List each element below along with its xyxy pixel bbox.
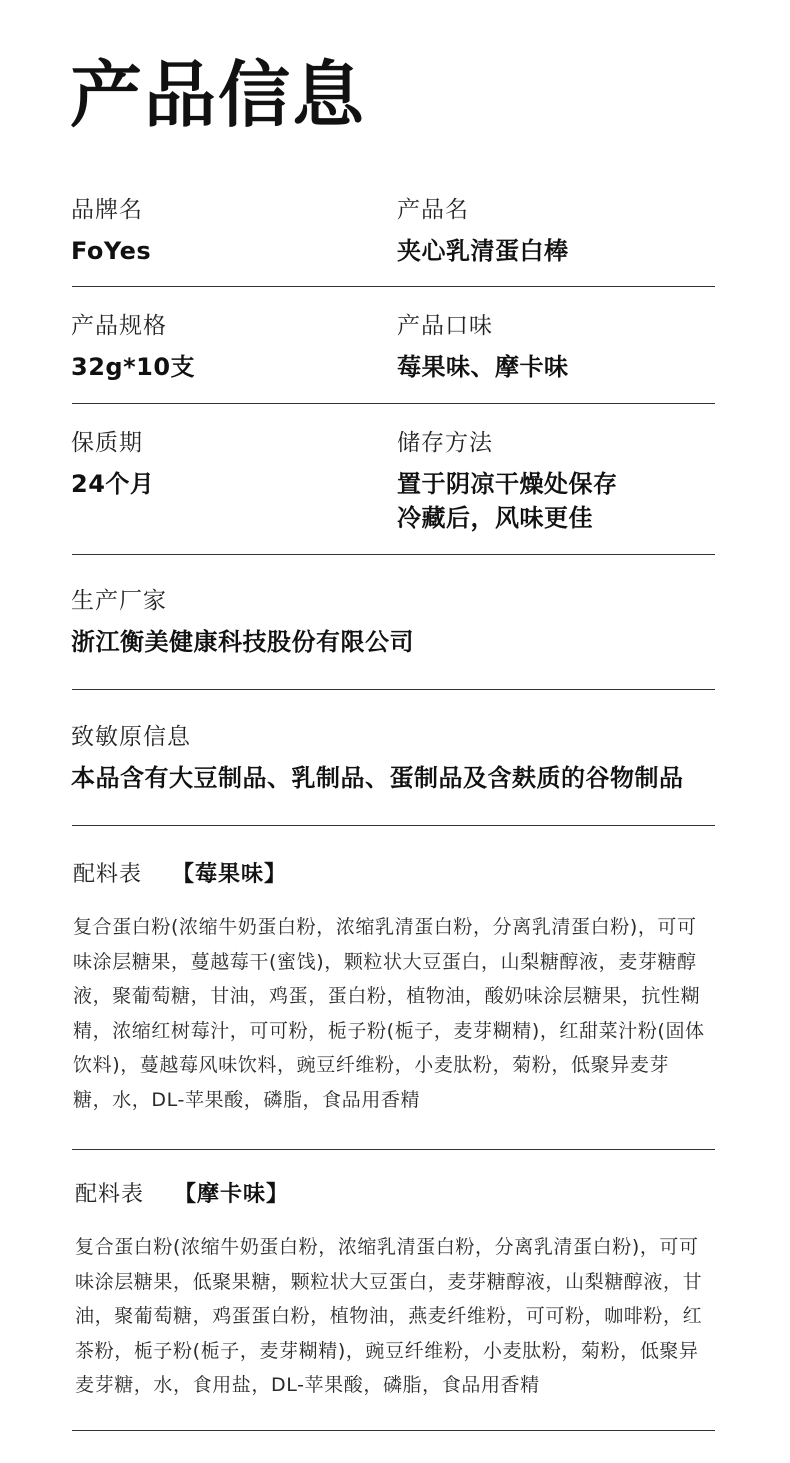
brand-label: 品牌名 (71, 197, 143, 223)
ingredients-header-berry (73, 860, 287, 890)
ingredients-list-berry (73, 910, 718, 1118)
spec-value: 32g*10支 (71, 353, 196, 381)
ingredients-list-mocha (75, 1230, 720, 1403)
ingredients-line: 液，聚葡萄糖，甘油，鸡蛋，蛋白粉，植物油，酸奶味涂层糖果，抗性糊 (73, 985, 701, 1008)
ingredients-line: 麦芽糖，水，食用盐，DL-苹果酸，磷脂，食品用香精 (75, 1374, 540, 1397)
flavor-tag: 【莓果味】 (172, 862, 288, 887)
shelf-life-value: 24个月 (71, 470, 155, 498)
divider (72, 825, 715, 826)
ingredients-header-mocha (75, 1180, 289, 1210)
ingredients-line: 味涂层糖果，蔓越莓干(蜜饯)，颗粒状大豆蛋白，山梨糖醇液，麦芽糖醇 (73, 950, 697, 973)
manufacturer-label: 生产厂家 (71, 588, 167, 614)
ingredients-label: 配料表 (75, 1182, 145, 1207)
ingredients-line: 糖，水，DL-苹果酸，磷脂，食品用香精 (73, 1088, 421, 1111)
allergen-label: 致敏原信息 (71, 724, 191, 750)
product-name-value: 夹心乳清蛋白棒 (397, 237, 569, 265)
divider (72, 286, 715, 287)
brand-value: FoYes (71, 237, 152, 265)
storage-line-1: 置于阴凉干燥处保存 (397, 470, 618, 498)
product-name-label: 产品名 (397, 197, 469, 223)
ingredients-line: 茶粉，栀子粉(栀子，麦芽糊精)，豌豆纤维粉，小麦肽粉，菊粉，低聚异 (75, 1339, 699, 1362)
divider (72, 1430, 715, 1431)
flavor-tag: 【摩卡味】 (174, 1182, 290, 1207)
divider (72, 554, 715, 555)
storage-label: 储存方法 (397, 430, 493, 456)
manufacturer-value: 浙江衡美健康科技股份有限公司 (71, 628, 414, 656)
ingredients-label: 配料表 (73, 862, 143, 887)
ingredients-line: 精，浓缩红树莓汁，可可粉，栀子粉(栀子，麦芽糊精)，红甜菜汁粉(固体 (73, 1019, 705, 1042)
flavor-label: 产品口味 (397, 313, 493, 339)
ingredients-line: 复合蛋白粉(浓缩牛奶蛋白粉，浓缩乳清蛋白粉，分离乳清蛋白粉)，可可 (75, 1236, 699, 1258)
storage-line-2: 冷藏后，风味更佳 (397, 504, 593, 532)
allergen-value: 本品含有大豆制品、乳制品、蛋制品及含麸质的谷物制品 (71, 764, 684, 792)
shelf-life-label: 保质期 (71, 430, 143, 456)
page-title: 产品信息 (70, 53, 367, 137)
flavor-value: 莓果味、摩卡味 (397, 353, 569, 381)
ingredients-line: 油，聚葡萄糖，鸡蛋蛋白粉，植物油，燕麦纤维粉，可可粉，咖啡粉，红 (75, 1305, 703, 1328)
ingredients-line: 复合蛋白粉(浓缩牛奶蛋白粉，浓缩乳清蛋白粉，分离乳清蛋白粉)，可可 (73, 916, 697, 938)
divider (72, 689, 715, 690)
ingredients-line: 饮料)，蔓越莓风味饮料，豌豆纤维粉，小麦肽粉，菊粉，低聚异麦芽 (73, 1054, 670, 1077)
ingredients-line: 味涂层糖果，低聚果糖，颗粒状大豆蛋白，麦芽糖醇液，山梨糖醇液，甘 (75, 1270, 703, 1293)
divider (72, 1149, 715, 1150)
spec-label: 产品规格 (71, 313, 167, 339)
divider (72, 403, 715, 404)
